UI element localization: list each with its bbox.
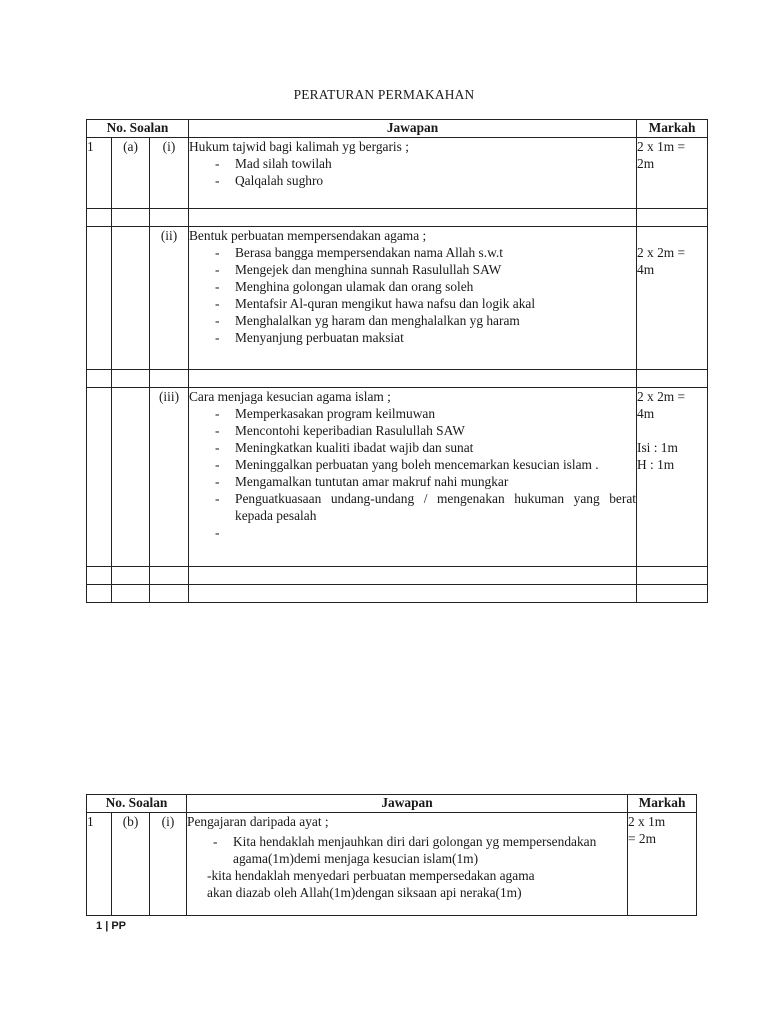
question-sub: (iii) (150, 388, 189, 567)
mark-line: 4m (637, 262, 655, 277)
footer-separator: | (105, 920, 109, 932)
question-sub: (i) (150, 138, 189, 209)
answer-list: - Memperkasakan program keilmuwan - Mencontohi keperibadian Rasulullah SAW - Meningkatkan kualiti ibadat wajib dan sunat - Meninggalkan perbuatan yang boleh mencemarkan kesucian islam . - Mengamalkan tuntutan amar makruf nahi mungkar - Penguatkuasaan undang-undang / mengenakan hukuman yang berat kepada pesalah - (189, 405, 636, 524)
list-item: - Meninggalkan perbuatan yang boleh mencemarkan kesucian islam . (215, 457, 599, 472)
spacer-row (87, 585, 708, 603)
answer-cell (189, 227, 637, 370)
page-number: 1 (96, 920, 103, 932)
list-item: - Menghina golongan ulamak dan orang soleh (215, 279, 474, 294)
list-item: - Menghalalkan yg haram dan menghalalkan yg haram (215, 313, 520, 328)
list-item: - Mengamalkan tuntutan amar makruf nahi mungkar (215, 474, 509, 489)
header-jawapan: Jawapan (187, 795, 628, 813)
spacer-row (87, 567, 708, 585)
marking-table-1 (86, 119, 708, 603)
list-item: - Menyanjung perbuatan maksiat (215, 330, 404, 345)
document-title: PERATURAN PERMAKAHAN (293, 87, 475, 102)
table-header-row (87, 795, 697, 813)
mark-cell (637, 388, 708, 567)
answer-list (189, 244, 636, 346)
list-item: - Memperkasakan program keilmuwan (215, 406, 436, 421)
answer-cell (189, 388, 637, 567)
table-row (87, 227, 708, 370)
answer-intro: Hukum tajwid bagi kalimah yg bergaris ; (189, 139, 409, 154)
mark-line: 2 x 2m = (637, 389, 686, 404)
question-sub: (ii) (150, 227, 189, 370)
answer-extra-line: -kita hendaklah menyedari perbuatan mempersedakan agama (207, 868, 535, 883)
mark-cell (628, 813, 697, 916)
mark-cell (637, 138, 708, 209)
table-header-row (87, 120, 708, 138)
mark-line: 2 x 2m = (637, 245, 686, 260)
spacer-row (87, 209, 708, 227)
header-markah: Markah (637, 120, 708, 138)
answer-list (187, 833, 627, 867)
list-item: - Penguatkuasaan undang-undang / mengenakan hukuman yang berat kepada pesalah (215, 491, 636, 523)
mark-cell (637, 227, 708, 370)
list-item: - Berasa bangga mempersendakan nama Allah s.w.t (215, 245, 503, 260)
question-part: (a) (112, 138, 150, 209)
spacer-row (87, 370, 708, 388)
answer-intro: Pengajaran daripada ayat ; (187, 814, 329, 829)
mark-line: Isi : 1m (637, 440, 678, 455)
list-item: - Kita hendaklah menjauhkan diri dari golongan yg mempersendakan agama(1m)demi menjaga kesucian islam(1m) (213, 834, 597, 866)
mark-line: 2 x 1m (628, 814, 666, 829)
mark-line: = 2m (628, 831, 657, 846)
list-item: - Mencontohi keperibadian Rasulullah SAW (215, 423, 465, 438)
list-item: - Qalqalah sughro (215, 173, 324, 188)
header-no-soalan: No. Soalan (87, 120, 189, 138)
answer-intro: Cara menjaga kesucian agama islam ; (189, 389, 391, 404)
answer-cell (187, 813, 628, 916)
mark-line: 4m (637, 406, 655, 421)
footer-label: PP (111, 920, 127, 932)
question-part: (b) (112, 813, 150, 916)
table-row (87, 138, 708, 209)
list-item: - Mentafsir Al-quran mengikut hawa nafsu dan logik akal (215, 296, 536, 311)
table-row (87, 813, 697, 916)
header-jawapan: Jawapan (189, 120, 637, 138)
list-item: - Meningkatkan kualiti ibadat wajib dan sunat (215, 440, 474, 455)
answer-list (189, 155, 636, 189)
mark-line: H : 1m (637, 457, 675, 472)
table-row (87, 388, 708, 567)
mark-line: 2 x 1m = (637, 139, 686, 154)
mark-line: 2m (637, 156, 655, 171)
header-markah: Markah (628, 795, 697, 813)
answer-intro: Bentuk perbuatan mempersendakan agama ; (189, 228, 427, 243)
question-sub: (i) (150, 813, 187, 916)
question-number: 1 (87, 138, 112, 209)
page-footer (96, 920, 126, 932)
answer-cell (189, 138, 637, 209)
answer-extra-line: akan diazab oleh Allah(1m)dengan siksaan api neraka(1m) (207, 885, 522, 900)
question-number: 1 (87, 813, 112, 916)
header-no-soalan: No. Soalan (87, 795, 187, 813)
marking-table-2 (86, 794, 697, 916)
list-item: - Mad silah towilah (215, 156, 332, 171)
list-item: - Mengejek dan menghina sunnah Rasulullah SAW (215, 262, 502, 277)
